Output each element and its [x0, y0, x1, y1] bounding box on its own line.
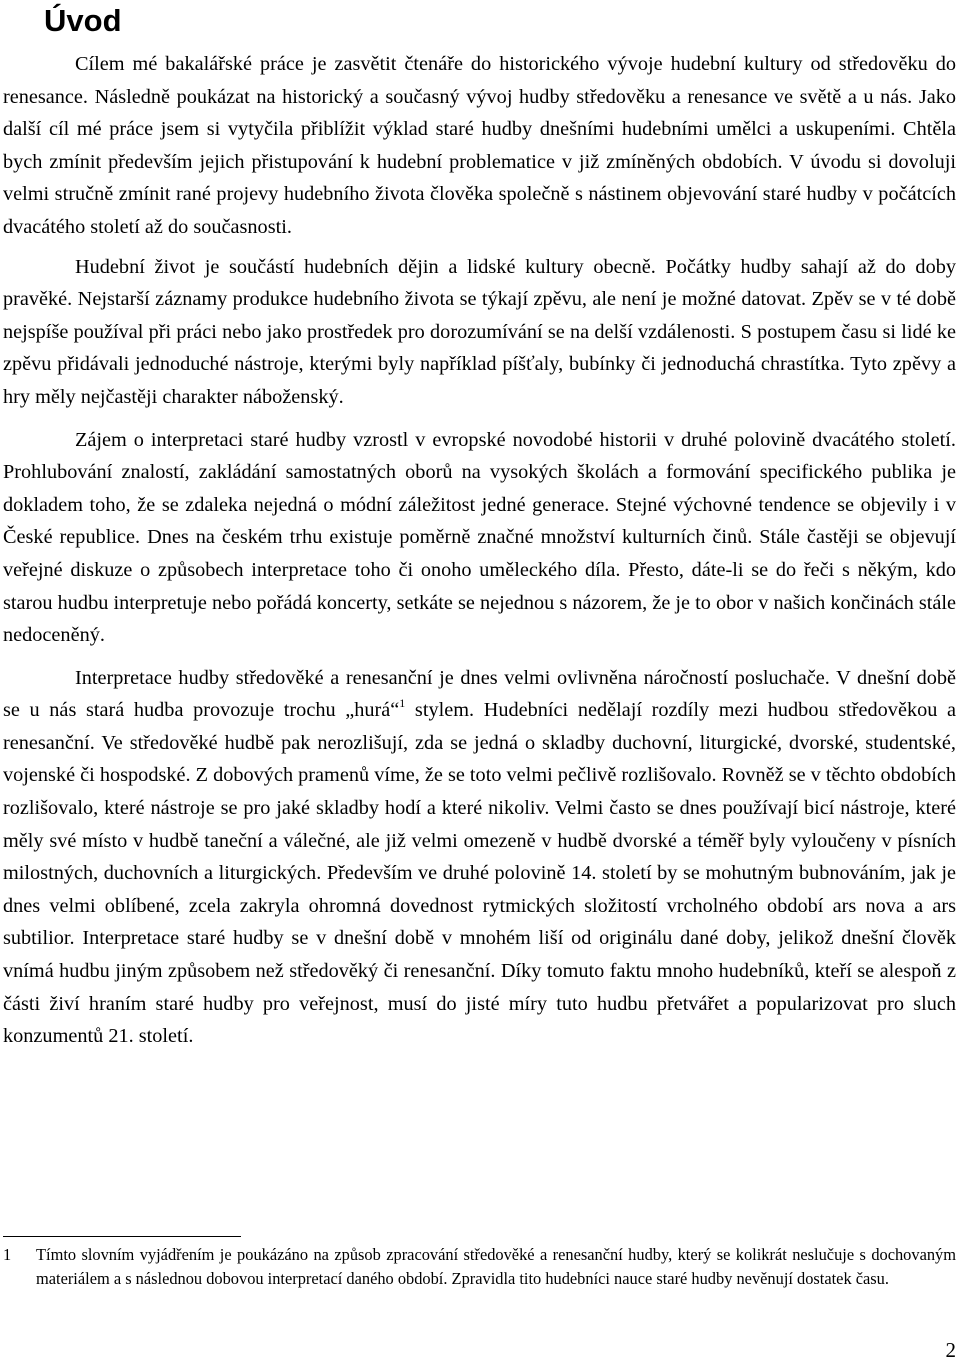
- paragraph-interest: Zájem o interpretaci staré hudby vzrostl v evropské novodobé historii v druhé polovině dvacátého století. Prohlubování znalostí, zakládání samostatných oborů na vysokých školách a formování specifického publika je dokladem toho, že se zdaleka nejedná o módní záležitost jedné generace. Stejné výchovné tendence se objevily i v České republice. Dnes na českém trhu existuje poměrně značné množství kulturních činů. Stále častěji se objevují veřejné diskuze o způsobech interpretace toho či onoho uměleckého díla. Přesto, dáte-li se do řeči s někým, kdo starou hudbu interpretuje nebo pořádá koncerty, setkáte se nejednou s názorem, že je to obor v našich končinách stále nedoceněný.: [3, 428, 956, 647]
- footnote-number: 1: [3, 1245, 12, 1264]
- page-number: 2: [945, 1338, 956, 1362]
- paragraph-interpretation-rest: stylem. Hudebníci nedělají rozdíly mezi hudbou středověkou a renesanční. Ve středověké hudbě pak nerozlišují, zda se jedná o skladby duchovní, liturgické, dvorské, studentské, vojenské či hospodské. Z dobových pramenů víme, že se toto velmi pečlivě rozlišovalo. Rovněž se v těchto obdobích rozlišovalo, které nástroje se pro jaké skladby hodí a které nikoliv. Velmi často se dnes používají bicí nástroje, které měly své místo v hudbě taneční a válečné, ale již velmi omezeně v hudbě dvorské a téměř byly vyloučeny v písních milostných, duchovních a liturgických. Především ve druhé polovině 14. století by se mohutným bubnováním, jak je dnes velmi oblíbené, zcela zakryla ohromná dovednost rytmických složitostí vrcholného období ars nova a ars subtilior. Interpretace staré hudby se v dnešní době v mnohém liší od originálu dané doby, jelikož dnešní člověk vnímá hudbu jiným způsobem než středověký či renesanční. Díky tomuto faktu mnoho hudebníků, kteří se alespoň z části živí hraním staré hudby pro veřejnost, musí do jisté míry tuto hudbu přetvářet a popularizovat pro sluch konzumentů 21. století.: [3, 699, 957, 1048]
- paragraph-intro: Cílem mé bakalářské práce je zasvětit čtenáře do historického vývoje hudební kultury od středověku do renesance. Následně poukázat na historický a současný vývoj hudby středověku a renesance ve světě a u nás. Jako další cíl mé práce jsem si vytyčila přiblížit výklad staré hudby dnešními hudebními umělci a uskupeními. Chtěla bych zmínit především jejich přistupování k hudební problematice v již zmíněných obdobích. V úvodu si dovoluji velmi stručně zmínit rané projevy hudebního života člověka společně s nástinem objevování staré hudby v počátcích dvacátého století až do současnosti.: [3, 53, 956, 238]
- paragraph-interpretation: [3, 662, 956, 1053]
- footnote: [3, 1243, 956, 1290]
- paragraph-music-life: Hudební život je součástí hudebních dějin a lidské kultury obecně. Počátky hudby sahají až do doby pravěké. Nejstarší záznamy produkce hudebního života se týkají zpěvu, ale není je možné datovat. Zpěv se v té době nejspíše používal při práci nebo jako prostředek pro dorozumívání se na delší vzdálenosti. S postupem času si lidé ke zpěvu přidávali jednoduché nástroje, kterými byly například píšťaly, bubínky či jednoduchá chrastítka. Tyto zpěvy a hry měly nejčastěji charakter náboženský.: [3, 255, 956, 408]
- footnote-reference[interactable]: 1: [399, 696, 406, 711]
- footnote-text: Tímto slovním vyjádřením je poukázáno na způsob zpracování středověké a renesanční hudby, který se kolikrát neslučuje s dochovaným materiálem a s následnou dobovou interpretací daného období. Zpravidla tito hudebníci nauce staré hudby nevěnují dostatek času.: [36, 1245, 956, 1288]
- paragraph-interpretation-start: Interpretace hudby středověké a renesanční je dnes velmi ovlivněna náročností posluchače. V dnešní době se u nás stará hudba provozuje trochu „hurá“: [3, 666, 956, 722]
- section-heading: Úvod: [44, 3, 122, 38]
- body-text: [3, 48, 956, 1064]
- footnote-separator: [3, 1236, 241, 1237]
